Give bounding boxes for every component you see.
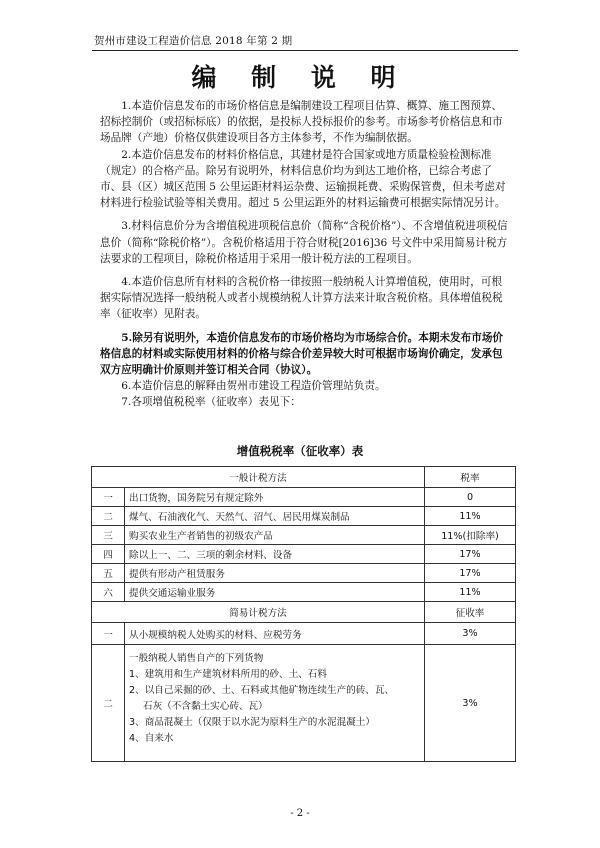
general-method-header [92,467,516,488]
row-number: 二 [92,507,125,526]
table-row [92,645,516,762]
page-title: 编 制 说 明 [191,63,409,92]
goods-list-item: 3、商品混凝土（仅限于以水泥为原料生产的水泥混凝土） [129,717,375,728]
general-method-label: 一般计税方法 [92,467,425,488]
paragraph-7: 7.各项增值税税率（征收率）表见下： [121,396,301,409]
tax-rate-header: 税率 [425,467,516,488]
row-number: 四 [92,545,125,564]
paragraph-4: 4.本造价信息所有材料的含税价格一律按照一般纳税人计算增值税，使用时，可根据实际情况选择一般纳税人或者小规模纳税人计算方法来计取含税价格。具体增值税税率（征收率）见附表。 [100,276,503,321]
paragraph-3: 3.材料信息价分为含增值税进项税信息价（简称“含税价格”）、不含增值税进项税信息价（简称“除税价格”）。含税价格适用于符合财税[2016]36 号文件中采用简易计税方法要求的工程项目，除税价格适用于采用一般计税方法的工程项目。 [100,220,508,265]
row-number: 一 [92,623,125,645]
paragraph-6: 6.本造价信息的解释由贺州市建设工程造价管理站负责。 [121,380,386,393]
row-rate: 17% [425,545,516,564]
paragraph-5: 5.除另有说明外，本造价信息发布的市场价格均为市场综合价。本期未发布市场价格信息的材料或实际使用材料的价格与综合价差异较大时可根据市场询价确定，发承包双方应明确计价原则并签订相关合同（协议）。 [100,331,504,377]
table-row [92,623,516,645]
row-item: 提供交通运输业服务 [125,583,425,602]
table-row [92,507,516,526]
paragraph-2: 2.本造价信息发布的材料价格信息，其建材是符合国家或地方质量检验检测标准（规定）的合格产品。除另有说明外，材料信息价均为到达工地价格，已综合考虑了市、县（区）城区范围 5 公里运距材料运杂费、运输损耗费、采购保管费，但未考虑对材料进行检验试验等相关费用。超过 5 公里运距外的材料运输费可根据实际情况另计。 [100,148,506,210]
row-rate: 11% [425,583,516,602]
vat-rate-table [91,466,516,762]
row-number: 一 [92,488,125,507]
table-row [92,545,516,564]
goods-list-item: 石灰（不含黏土实心砖、瓦） [143,701,268,712]
row-item: 购买农业生产者销售的初级农产品 [125,526,425,545]
instructions-body [100,98,510,411]
simple-method-label: 简易计税方法 [92,602,425,623]
tax-table-title: 增值税税率（征收率）表 [236,444,364,458]
goods-list-cell [125,645,425,762]
running-head: 贺州市建设工程造价信息 2018 年第 2 期 [94,35,293,47]
row-rate: 3% [425,645,516,762]
goods-list-item: 2、以自己采掘的砂、土、石料或其他矿物连续生产的砖、瓦、 [129,685,395,696]
row-item: 从小规模纳税人处购买的材料、应税劳务 [125,623,425,645]
row-item: 除以上一、二、三项的剩余材料、设备 [125,545,425,564]
row-rate: 11%(扣除率) [425,526,516,545]
row-rate: 3% [425,623,516,645]
levy-rate-header: 征收率 [425,602,516,623]
page-number: - 2 - [290,808,310,819]
goods-list-item: 4、自来水 [129,733,174,744]
table-row [92,488,516,507]
paragraph-1: 1.本造价信息发布的市场价格信息是编制建设工程项目估算、概算、施工图预算、招标控制价（或招标标底）的依据，是投标人投标报价的参考。市场参考价格信息和市场品牌（产地）价格仅供建设项目各方主体参考，不作为编制依据。 [100,100,503,145]
row-number: 五 [92,564,125,583]
row-item: 煤气、石油液化气、天然气、沼气、居民用煤炭制品 [125,507,425,526]
row-number: 三 [92,526,125,545]
table-row [92,564,516,583]
table-row [92,526,516,545]
row-item: 提供有形动产租赁服务 [125,564,425,583]
row-number: 二 [92,645,125,762]
row-rate: 11% [425,507,516,526]
goods-list-item: 1、建筑用和生产建筑材料所用的砂、土、石料 [129,669,327,680]
row-rate: 17% [425,564,516,583]
simple-method-header [92,602,516,623]
row-item: 出口货物，国务院另有规定除外 [125,488,425,507]
table-row [92,583,516,602]
goods-list-lead: 一般纳税人销售自产的下列货物 [129,653,264,664]
row-number: 六 [92,583,125,602]
header-rule [92,50,518,51]
row-rate: 0 [425,488,516,507]
